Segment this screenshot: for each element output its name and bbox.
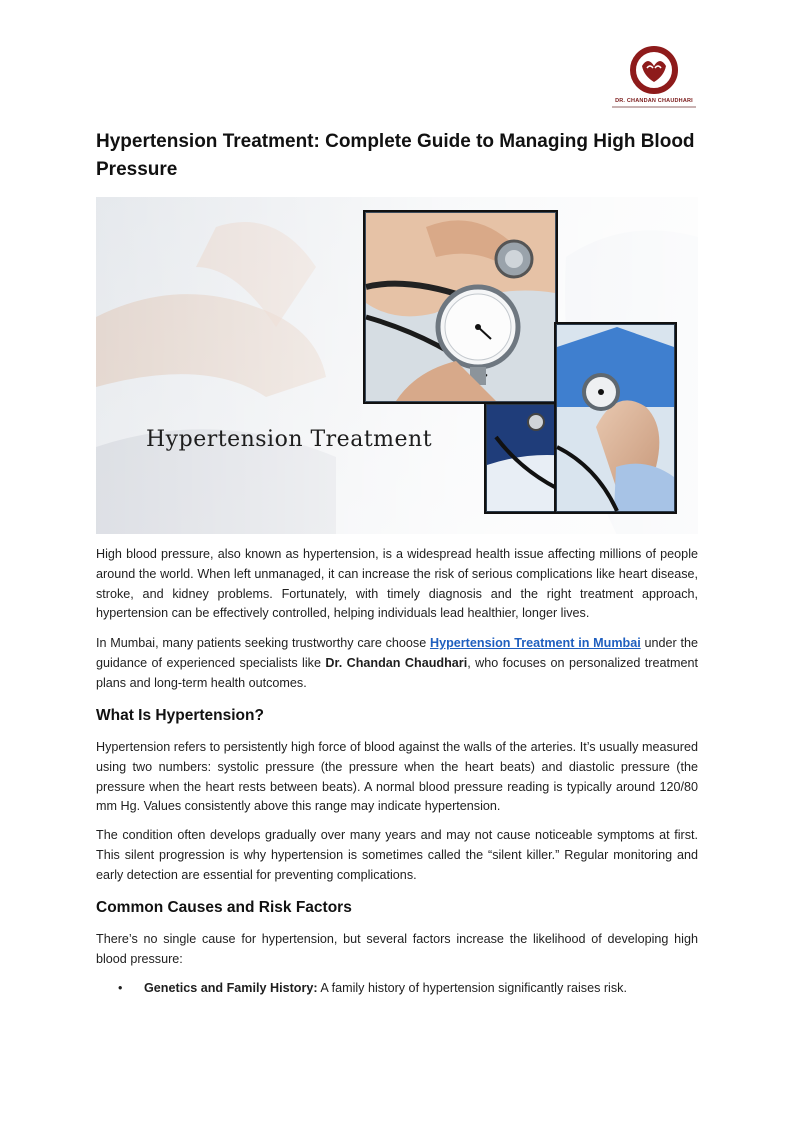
hero-illustration xyxy=(96,197,698,534)
intro-paragraph: High blood pressure, also known as hypertension, is a widespread health issue affecting millions of people around the world. When left unmanaged, it can increase the risk of serious complications like heart disease, stroke, and kidney problems. Fortunately, with timely diagnosis and the right treatment approach, hypertension can be effectively controlled, helping individuals lead healthier, longer lives. xyxy=(96,547,698,621)
what-is-paragraph-2: The condition often develops gradually over many years and may not cause noticeable symptoms at first. This silent progression is why hypertension is sometimes called the “silent killer.” Regular monitoring and early detection are essential for preventing complications. xyxy=(96,828,698,882)
photo-stethoscope xyxy=(364,211,557,403)
section-heading-what-is: What Is Hypertension? xyxy=(96,707,264,724)
logo-underline xyxy=(612,106,696,108)
doctor-name: Dr. Chandan Chaudhari xyxy=(325,655,468,670)
bullet-text: A family history of hypertension significantly raises risk. xyxy=(317,981,627,995)
section-heading-causes: Common Causes and Risk Factors xyxy=(96,899,352,916)
page-title: Hypertension Treatment: Complete Guide to Managing High Blood Pressure xyxy=(96,131,695,180)
bullet-icon: • xyxy=(118,981,123,995)
what-is-paragraph-1: Hypertension refers to persistently high force of blood against the walls of the arteries. It’s usually measured using two numbers: systolic pressure (the pressure when the heart beats) and diastolic pressure (the pressure when the heart rests between beats). A normal blood pressure reading is typically around 120/80 mm Hg. Values consistently above this range may indicate hypertension. xyxy=(96,740,698,814)
logo-caption: DR. CHANDAN CHAUDHARI xyxy=(615,98,693,104)
hero-image xyxy=(96,197,698,534)
causes-paragraph: There’s no single cause for hypertension, but several factors increase the likelihood of developing high blood pressure: xyxy=(96,932,698,966)
mumbai-text-before: In Mumbai, many patients seeking trustworthy care choose xyxy=(96,636,430,650)
photo-gauge-hand xyxy=(555,323,676,513)
mumbai-paragraph xyxy=(96,634,698,693)
clinic-logo xyxy=(612,46,696,112)
logo-emblem-icon xyxy=(612,46,696,98)
mumbai-text-middle: under the guidance of experienced specialists like xyxy=(96,636,698,670)
hypertension-mumbai-link[interactable]: Hypertension Treatment in Mumbai xyxy=(429,636,641,650)
hero-overlay-title: Hypertension Treatment xyxy=(146,427,433,452)
bullet-label: Genetics and Family History: xyxy=(144,981,318,995)
mumbai-text-after: , who focuses on personalized treatment plans and long-term health outcomes. xyxy=(96,655,698,690)
